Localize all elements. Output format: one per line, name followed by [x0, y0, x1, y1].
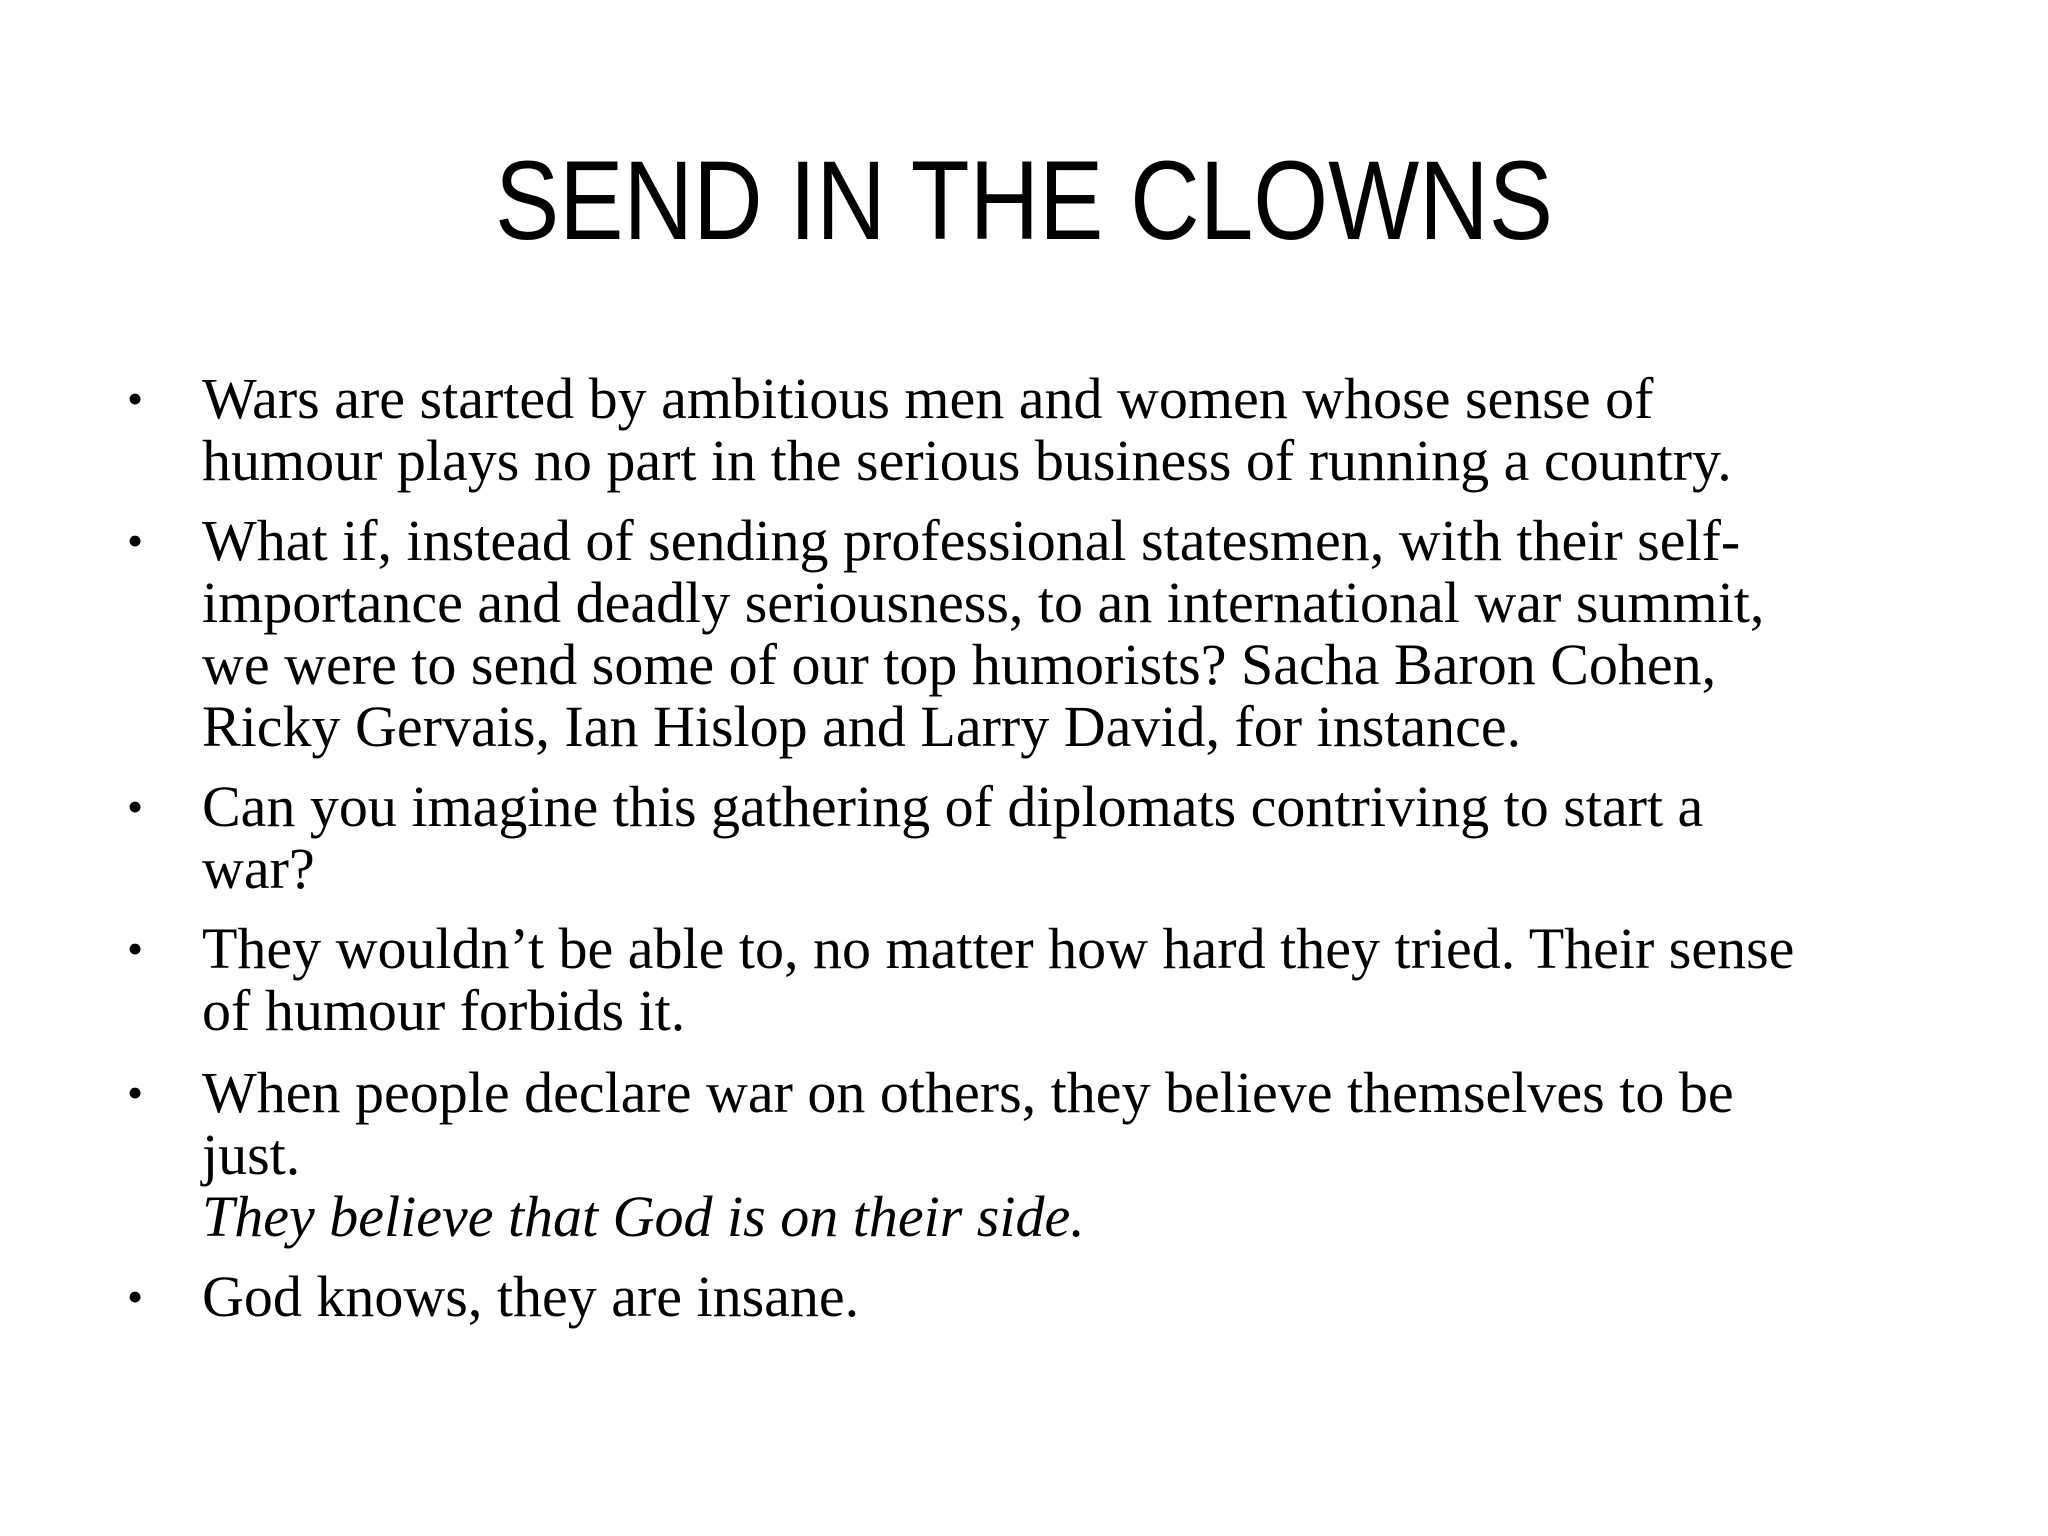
- bullet-marker: •: [127, 515, 144, 566]
- bullet-text-line: God knows, they are insane.: [202, 1264, 860, 1329]
- bullet-text-line: importance and deadly seriousness, to an international war summit,: [202, 570, 1765, 635]
- bullet-text-line: war?: [202, 836, 315, 901]
- bullet-text-line: of humour forbids it.: [202, 978, 686, 1043]
- bullet-text-line: just.: [202, 1122, 301, 1187]
- bullet-text-line: When people declare war on others, they believe themselves to be: [202, 1060, 1734, 1125]
- bullet-marker: •: [127, 373, 144, 424]
- bullet-text-line: we were to send some of our top humorists? Sacha Baron Cohen,: [202, 632, 1717, 697]
- bullet-text-line: Ricky Gervais, Ian Hislop and Larry David, for instance.: [202, 694, 1522, 759]
- bullet-item: [120, 1062, 2000, 1248]
- bullet-marker: •: [127, 1067, 144, 1118]
- bullet-text-line: What if, instead of sending professional statesmen, with their self-: [202, 508, 1741, 573]
- bullet-text-line: Can you imagine this gathering of diplomats contriving to start a: [202, 774, 1704, 839]
- bullet-item: [120, 368, 2000, 492]
- bullet-list: [120, 368, 2000, 1346]
- bullet-marker: •: [127, 1271, 144, 1322]
- bullet-text-line: They wouldn’t be able to, no matter how hard they tried. Their sense: [202, 916, 1795, 981]
- bullet-item: [120, 776, 2000, 900]
- bullet-item: [120, 510, 2000, 758]
- bullet-text-line: Wars are started by ambitious men and women whose sense of: [202, 366, 1654, 431]
- slide-title: SEND IN THE CLOWNS: [495, 138, 1553, 263]
- bullet-italic-line: They believe that God is on their side.: [202, 1184, 1085, 1249]
- bullet-text-line: humour plays no part in the serious business of running a country.: [202, 428, 1732, 493]
- bullet-item: [120, 918, 2000, 1042]
- bullet-marker: •: [127, 923, 144, 974]
- bullet-marker: •: [127, 781, 144, 832]
- bullet-item: [120, 1266, 2000, 1328]
